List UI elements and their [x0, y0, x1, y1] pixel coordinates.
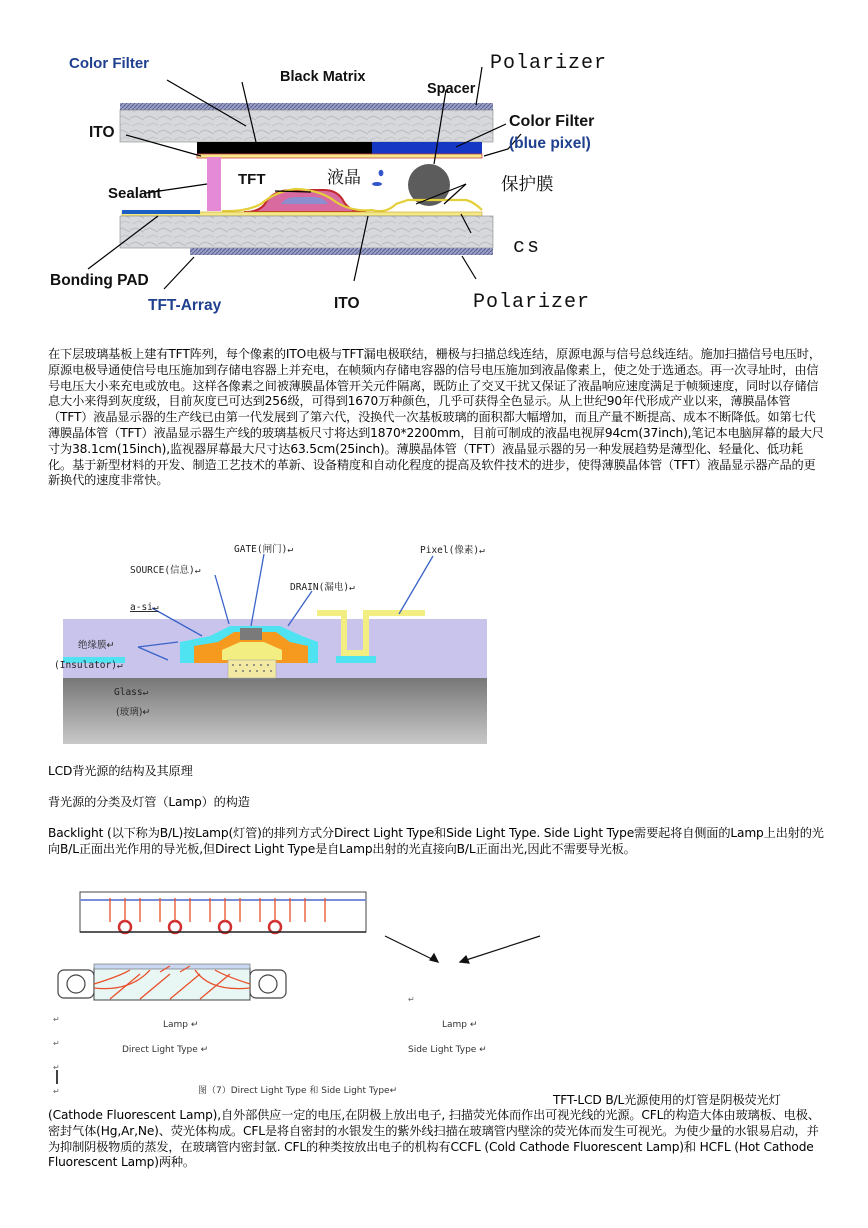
para-mark: ↵ — [408, 995, 415, 1004]
heading-backlight-classification: 背光源的分类及灯管（Lamp）的构造 — [48, 795, 250, 809]
gate-electrode — [240, 628, 262, 640]
paragraph-ccfl-description: (Cathode Fluorescent Lamp),自外部供应一定的电压,在阴极上放出电子, 扫描荧光体而作出可视光线的光源。CFL的构造大体由玻璃板、电极、密封气体(Hg,Ar,Ne)、荧光体构成。CFL是将自密封的水银发生的紫外线扫描在玻璃管内壁涂的荧光体而发生可视光。为使少量的水银易启动，并为抑制阴极物质的蒸发，在玻璃管内密封氩. CFL的种类按放出电子的机构有CCFL (Cold Cathode Fluorescent Lamp)和 HCFL (Hot Cathode Fluorescent Lamp)两种。 — [48, 1108, 820, 1170]
tft-structure-figure — [50, 538, 500, 748]
top-polarizer — [120, 103, 493, 110]
figure-caption: 图（7）Direct Light Type 和 Side Light Type↵ — [198, 1086, 398, 1096]
bottom-glass — [120, 216, 493, 248]
lc-molecule-icon — [379, 170, 384, 176]
heading-backlight-structure: LCD背光源的结构及其原理 — [48, 764, 193, 778]
backlight-types-figure — [50, 884, 610, 1100]
lamp-icon — [67, 975, 85, 993]
label-gate: GATE(闸门)↵ — [234, 544, 294, 555]
label-a-si: a-si↵ — [130, 602, 159, 613]
pixel-cyan-base — [336, 656, 376, 663]
label-black-matrix: Black Matrix — [280, 69, 366, 85]
label-side-light-type: Side Light Type ↵ — [408, 1045, 487, 1055]
direct-frame — [80, 892, 366, 932]
top-glass — [120, 110, 493, 142]
paragraph-ccfl-intro: TFT-LCD B/L光源使用的灯管是阴极荧光灯 — [553, 1093, 781, 1107]
label-protect-film: 保护膜 — [501, 175, 554, 195]
svg-text:↵: ↵ — [53, 1015, 60, 1024]
label-sealant: Sealant — [108, 185, 162, 202]
label-color-filter-right: Color Filter — [509, 113, 595, 130]
diffuser-plate — [94, 964, 250, 969]
label-polarizer-bottom: Polarizer — [473, 291, 591, 314]
label-color-filter-top: Color Filter — [69, 55, 150, 72]
label-drain: DRAIN(漏电)↵ — [290, 582, 355, 593]
side-lamp-housing-left — [58, 970, 94, 998]
label-tft-array: TFT-Array — [148, 297, 222, 314]
svg-text:↵: ↵ — [53, 1063, 60, 1072]
paragraph-tft-array-description: 在下层玻璃基板上建有TFT阵列，每个像素的ITO电极与TFT漏电极联结，栅极与扫描总线连结，原源电源与信号总线连结。施加扫描信号电压时，原源电极导通使信号电压施加到存储电容器上并充电，在帧频内存储电容器的信号电压施加到液晶像素上，使之处于选通态。再一次寻址时，由信号电压大小来充电或放电。这样各像素之间被薄膜晶体管开关元件隔离，既防止了交叉干扰又保证了液晶响应速度满足于帧频速度，同时以存储信息大小来得到灰度级，目前灰度已可达到256级，可得到1670万种颜色，几乎可获得全色显示。从上世纪90年代形成产业以来，薄膜晶体管（TFT）液晶显示器的生产线已由第一代发展到了第六代，没换代一次基板玻璃的面积都大幅增加，而且产量不断提高、成本不断降低。如第七代薄膜晶体管（TFT）液晶显示器生产线的玻璃基板尺寸将达到1870*2200mm，目前可制成的液晶电视屏94cm(37inch),笔记本电脑屏幕的最大尺寸为38.1cm(15inch),监视器屏幕最大尺寸达63.5cm(25inch)。薄膜晶体管（TFT）液晶显示器的另一种发展趋势是薄型化、轻量化、低功耗化。基于新型材料的开发、制造工艺技术的革新、设备精度和自动化程度的提高及软件技术的进步，使得薄膜晶体管（TFT）液晶显示器产品的更新换代的速度非常快。 — [48, 347, 824, 488]
label-tft: TFT — [238, 171, 266, 188]
label-lamp-left: Lamp ↵ — [163, 1020, 199, 1030]
label-ito-bottom: ITO — [334, 295, 360, 312]
lamp-icon — [169, 921, 181, 933]
svg-text:↵: ↵ — [53, 1087, 60, 1096]
side-type-arrows — [385, 936, 540, 963]
label-direct-light-type: Direct Light Type ↵ — [122, 1045, 209, 1055]
label-glass-cn: (玻璃)↵ — [116, 707, 151, 718]
label-spacer: Spacer — [427, 81, 476, 97]
lc-molecule-icon — [372, 182, 382, 186]
bonding-pad — [122, 210, 200, 214]
bottom-polarizer — [190, 248, 493, 255]
label-bonding-pad: Bonding PAD — [50, 272, 149, 289]
light-guide-plate — [94, 968, 250, 1000]
black-matrix — [197, 142, 372, 154]
label-insulator-cn: 绝缘膜↵ — [78, 640, 115, 651]
lamp-icon — [259, 975, 277, 993]
color-filter-blue — [372, 142, 482, 154]
label-insulator-en: (Insulator)↵ — [54, 660, 123, 671]
top-ito — [197, 154, 482, 158]
label-ito-top: ITO — [89, 124, 115, 141]
tft-lcd-cross-section-figure — [46, 44, 626, 328]
label-lamp-right: Lamp ↵ — [442, 1020, 478, 1030]
label-blue-pixel: (blue pixel) — [509, 135, 591, 152]
lamp-icon — [269, 921, 281, 933]
svg-text:↵: ↵ — [53, 1039, 60, 1048]
leader-lines — [88, 67, 521, 289]
label-polarizer-top: Polarizer — [490, 52, 608, 75]
label-liquid-crystal: 液晶 — [327, 168, 361, 188]
label-cs: cs — [513, 236, 542, 259]
direct-light-rays — [110, 898, 325, 922]
label-pixel: Pixel(像素)↵ — [420, 545, 485, 556]
direct-lamps — [119, 921, 281, 933]
gate-insulator-block — [228, 660, 276, 678]
label-source: SOURCE(信息)↵ — [130, 565, 201, 576]
sealant — [207, 157, 221, 211]
paragraph-backlight-types: Backlight (以下称为B/L)按Lamp(灯管)的排列方式分Direct Light Type和Side Light Type. Side Light Type需要起将自侧面的Lamp上出射的光向B/L正面出光作用的导光板,但Direct Light Type是自Lamp出射的光直接向B/L正面出光,因此不需要导光板。 — [48, 826, 824, 856]
label-glass-en: Glass↵ — [114, 687, 149, 698]
side-lamp-housing-right — [250, 970, 286, 998]
lamp-icon — [219, 921, 231, 933]
lamp-icon — [119, 921, 131, 933]
